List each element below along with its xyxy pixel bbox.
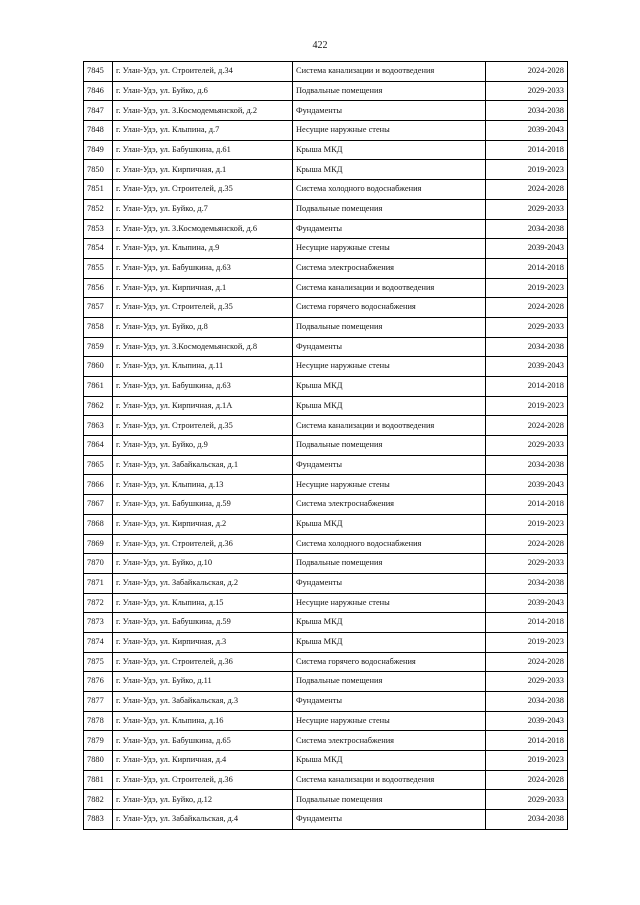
- table-row: [84, 317, 568, 337]
- work-type-cell: Подвальные помещения: [293, 790, 486, 810]
- period-cell: 2024-2028: [486, 416, 568, 436]
- work-type-cell: Система холодного водоснабжения: [293, 180, 486, 200]
- work-type-cell: Крыша МКД: [293, 751, 486, 771]
- period-cell: 2019-2023: [486, 514, 568, 534]
- work-type-cell: Подвальные помещения: [293, 554, 486, 574]
- work-type-cell: Система канализации и водоотведения: [293, 278, 486, 298]
- row-number-cell: 7863: [84, 416, 113, 436]
- table-row: [84, 632, 568, 652]
- work-type-cell: Подвальные помещения: [293, 81, 486, 101]
- table-row: [84, 613, 568, 633]
- address-cell: г. Улан-Удэ, ул. Забайкальская, д.3: [113, 692, 293, 712]
- period-cell: 2039-2043: [486, 711, 568, 731]
- table-row: [84, 573, 568, 593]
- row-number-cell: 7860: [84, 357, 113, 377]
- period-cell: 2024-2028: [486, 62, 568, 82]
- row-number-cell: 7857: [84, 298, 113, 318]
- period-cell: 2034-2038: [486, 810, 568, 830]
- table-row: [84, 377, 568, 397]
- period-cell: 2024-2028: [486, 534, 568, 554]
- work-type-cell: Система горячего водоснабжения: [293, 652, 486, 672]
- table-row: [84, 692, 568, 712]
- address-cell: г. Улан-Удэ, ул. Бабушкина, д.63: [113, 377, 293, 397]
- address-cell: г. Улан-Удэ, ул. Строителей, д.35: [113, 298, 293, 318]
- row-number-cell: 7869: [84, 534, 113, 554]
- work-type-cell: Фундаменты: [293, 455, 486, 475]
- row-number-cell: 7870: [84, 554, 113, 574]
- address-cell: г. Улан-Удэ, ул. Кирпичная, д.1: [113, 278, 293, 298]
- period-cell: 2029-2033: [486, 672, 568, 692]
- period-cell: 2014-2018: [486, 613, 568, 633]
- work-type-cell: Система канализации и водоотведения: [293, 62, 486, 82]
- address-cell: г. Улан-Удэ, ул. Буйко, д.7: [113, 199, 293, 219]
- address-cell: г. Улан-Удэ, ул. Клыпина, д.7: [113, 121, 293, 141]
- table-row: [84, 160, 568, 180]
- address-cell: г. Улан-Удэ, ул. Бабушкина, д.63: [113, 258, 293, 278]
- table-row: [84, 140, 568, 160]
- period-cell: 2029-2033: [486, 436, 568, 456]
- table-row: [84, 593, 568, 613]
- work-type-cell: Крыша МКД: [293, 632, 486, 652]
- table-row: [84, 810, 568, 830]
- period-cell: 2029-2033: [486, 199, 568, 219]
- table-row: [84, 62, 568, 82]
- work-type-cell: Фундаменты: [293, 573, 486, 593]
- address-cell: г. Улан-Удэ, ул. Строителей, д.36: [113, 534, 293, 554]
- period-cell: 2014-2018: [486, 495, 568, 515]
- work-type-cell: Крыша МКД: [293, 160, 486, 180]
- row-number-cell: 7856: [84, 278, 113, 298]
- row-number-cell: 7865: [84, 455, 113, 475]
- registry-table-body: [84, 62, 568, 830]
- table-row: [84, 81, 568, 101]
- period-cell: 2039-2043: [486, 239, 568, 259]
- table-row: [84, 495, 568, 515]
- table-row: [84, 101, 568, 121]
- work-type-cell: Подвальные помещения: [293, 317, 486, 337]
- address-cell: г. Улан-Удэ, ул. Клыпина, д.9: [113, 239, 293, 259]
- work-type-cell: Система канализации и водоотведения: [293, 770, 486, 790]
- work-type-cell: Система канализации и водоотведения: [293, 416, 486, 436]
- period-cell: 2019-2023: [486, 396, 568, 416]
- work-type-cell: Крыша МКД: [293, 396, 486, 416]
- work-type-cell: Крыша МКД: [293, 377, 486, 397]
- row-number-cell: 7867: [84, 495, 113, 515]
- address-cell: г. Улан-Удэ, ул. Кирпичная, д.1А: [113, 396, 293, 416]
- address-cell: г. Улан-Удэ, ул. Строителей, д.36: [113, 652, 293, 672]
- address-cell: г. Улан-Удэ, ул. Буйко, д.9: [113, 436, 293, 456]
- address-cell: г. Улан-Удэ, ул. Клыпина, д.13: [113, 475, 293, 495]
- address-cell: г. Улан-Удэ, ул. Кирпичная, д.2: [113, 514, 293, 534]
- table-row: [84, 751, 568, 771]
- row-number-cell: 7883: [84, 810, 113, 830]
- row-number-cell: 7874: [84, 632, 113, 652]
- row-number-cell: 7851: [84, 180, 113, 200]
- work-type-cell: Фундаменты: [293, 810, 486, 830]
- address-cell: г. Улан-Удэ, ул. Бабушкина, д.61: [113, 140, 293, 160]
- period-cell: 2014-2018: [486, 258, 568, 278]
- row-number-cell: 7881: [84, 770, 113, 790]
- period-cell: 2034-2038: [486, 219, 568, 239]
- table-row: [84, 534, 568, 554]
- address-cell: г. Улан-Удэ, ул. Бабушкина, д.65: [113, 731, 293, 751]
- table-row: [84, 770, 568, 790]
- period-cell: 2019-2023: [486, 751, 568, 771]
- table-row: [84, 396, 568, 416]
- work-type-cell: Система электроснабжения: [293, 731, 486, 751]
- row-number-cell: 7861: [84, 377, 113, 397]
- address-cell: г. Улан-Удэ, ул. Буйко, д.10: [113, 554, 293, 574]
- address-cell: г. Улан-Удэ, ул. Строителей, д.35: [113, 180, 293, 200]
- table-row: [84, 455, 568, 475]
- address-cell: г. Улан-Удэ, ул. Бабушкина, д.59: [113, 495, 293, 515]
- period-cell: 2014-2018: [486, 377, 568, 397]
- address-cell: г. Улан-Удэ, ул. З.Космодемьянской, д.8: [113, 337, 293, 357]
- work-type-cell: Подвальные помещения: [293, 199, 486, 219]
- row-number-cell: 7876: [84, 672, 113, 692]
- address-cell: г. Улан-Удэ, ул. Забайкальская, д.4: [113, 810, 293, 830]
- work-type-cell: Подвальные помещения: [293, 672, 486, 692]
- period-cell: 2014-2018: [486, 731, 568, 751]
- period-cell: 2034-2038: [486, 692, 568, 712]
- address-cell: г. Улан-Удэ, ул. Клыпина, д.11: [113, 357, 293, 377]
- row-number-cell: 7872: [84, 593, 113, 613]
- work-type-cell: Фундаменты: [293, 692, 486, 712]
- table-row: [84, 239, 568, 259]
- work-type-cell: Крыша МКД: [293, 613, 486, 633]
- period-cell: 2024-2028: [486, 180, 568, 200]
- period-cell: 2034-2038: [486, 101, 568, 121]
- table-row: [84, 711, 568, 731]
- table-row: [84, 337, 568, 357]
- period-cell: 2024-2028: [486, 298, 568, 318]
- period-cell: 2029-2033: [486, 554, 568, 574]
- row-number-cell: 7873: [84, 613, 113, 633]
- address-cell: г. Улан-Удэ, ул. Кирпичная, д.1: [113, 160, 293, 180]
- table-row: [84, 199, 568, 219]
- address-cell: г. Улан-Удэ, ул. Буйко, д.8: [113, 317, 293, 337]
- row-number-cell: 7854: [84, 239, 113, 259]
- row-number-cell: 7853: [84, 219, 113, 239]
- row-number-cell: 7852: [84, 199, 113, 219]
- page-number: 422: [312, 40, 328, 51]
- table-row: [84, 436, 568, 456]
- table-row: [84, 258, 568, 278]
- work-type-cell: Крыша МКД: [293, 514, 486, 534]
- row-number-cell: 7871: [84, 573, 113, 593]
- work-type-cell: Подвальные помещения: [293, 436, 486, 456]
- address-cell: г. Улан-Удэ, ул. Клыпина, д.16: [113, 711, 293, 731]
- row-number-cell: 7868: [84, 514, 113, 534]
- registry-table: [83, 61, 568, 830]
- work-type-cell: Несущие наружные стены: [293, 121, 486, 141]
- row-number-cell: 7846: [84, 81, 113, 101]
- row-number-cell: 7847: [84, 101, 113, 121]
- period-cell: 2019-2023: [486, 160, 568, 180]
- period-cell: 2014-2018: [486, 140, 568, 160]
- table-row: [84, 672, 568, 692]
- work-type-cell: Несущие наружные стены: [293, 239, 486, 259]
- work-type-cell: Фундаменты: [293, 219, 486, 239]
- table-row: [84, 357, 568, 377]
- address-cell: г. Улан-Удэ, ул. Строителей, д.36: [113, 770, 293, 790]
- row-number-cell: 7845: [84, 62, 113, 82]
- work-type-cell: Система электроснабжения: [293, 495, 486, 515]
- row-number-cell: 7848: [84, 121, 113, 141]
- period-cell: 2019-2023: [486, 278, 568, 298]
- row-number-cell: 7878: [84, 711, 113, 731]
- table-row: [84, 514, 568, 534]
- period-cell: 2024-2028: [486, 770, 568, 790]
- row-number-cell: 7858: [84, 317, 113, 337]
- period-cell: 2034-2038: [486, 573, 568, 593]
- address-cell: г. Улан-Удэ, ул. Бабушкина, д.59: [113, 613, 293, 633]
- period-cell: 2034-2038: [486, 337, 568, 357]
- address-cell: г. Улан-Удэ, ул. Буйко, д.12: [113, 790, 293, 810]
- period-cell: 2019-2023: [486, 632, 568, 652]
- table-row: [84, 790, 568, 810]
- work-type-cell: Несущие наружные стены: [293, 357, 486, 377]
- address-cell: г. Улан-Удэ, ул. Кирпичная, д.3: [113, 632, 293, 652]
- table-row: [84, 121, 568, 141]
- table-row: [84, 554, 568, 574]
- table-row: [84, 475, 568, 495]
- table-row: [84, 180, 568, 200]
- work-type-cell: Несущие наружные стены: [293, 593, 486, 613]
- row-number-cell: 7882: [84, 790, 113, 810]
- period-cell: 2039-2043: [486, 121, 568, 141]
- work-type-cell: Фундаменты: [293, 337, 486, 357]
- period-cell: 2029-2033: [486, 81, 568, 101]
- table-row: [84, 416, 568, 436]
- row-number-cell: 7879: [84, 731, 113, 751]
- period-cell: 2029-2033: [486, 317, 568, 337]
- row-number-cell: 7875: [84, 652, 113, 672]
- work-type-cell: Система электроснабжения: [293, 258, 486, 278]
- period-cell: 2039-2043: [486, 357, 568, 377]
- work-type-cell: Несущие наружные стены: [293, 475, 486, 495]
- address-cell: г. Улан-Удэ, ул. Строителей, д.34: [113, 62, 293, 82]
- row-number-cell: 7859: [84, 337, 113, 357]
- period-cell: 2029-2033: [486, 790, 568, 810]
- address-cell: г. Улан-Удэ, ул. Буйко, д.6: [113, 81, 293, 101]
- row-number-cell: 7862: [84, 396, 113, 416]
- period-cell: 2034-2038: [486, 455, 568, 475]
- table-row: [84, 652, 568, 672]
- row-number-cell: 7850: [84, 160, 113, 180]
- table-row: [84, 278, 568, 298]
- row-number-cell: 7877: [84, 692, 113, 712]
- period-cell: 2024-2028: [486, 652, 568, 672]
- address-cell: г. Улан-Удэ, ул. Клыпина, д.15: [113, 593, 293, 613]
- period-cell: 2039-2043: [486, 593, 568, 613]
- row-number-cell: 7864: [84, 436, 113, 456]
- row-number-cell: 7849: [84, 140, 113, 160]
- work-type-cell: Система холодного водоснабжения: [293, 534, 486, 554]
- row-number-cell: 7880: [84, 751, 113, 771]
- address-cell: г. Улан-Удэ, ул. Строителей, д.35: [113, 416, 293, 436]
- address-cell: г. Улан-Удэ, ул. Буйко, д.11: [113, 672, 293, 692]
- work-type-cell: Система горячего водоснабжения: [293, 298, 486, 318]
- work-type-cell: Фундаменты: [293, 101, 486, 121]
- table-row: [84, 219, 568, 239]
- address-cell: г. Улан-Удэ, ул. Забайкальская, д.1: [113, 455, 293, 475]
- table-row: [84, 298, 568, 318]
- work-type-cell: Крыша МКД: [293, 140, 486, 160]
- row-number-cell: 7855: [84, 258, 113, 278]
- address-cell: г. Улан-Удэ, ул. Кирпичная, д.4: [113, 751, 293, 771]
- address-cell: г. Улан-Удэ, ул. З.Космодемьянской, д.2: [113, 101, 293, 121]
- table-row: [84, 731, 568, 751]
- address-cell: г. Улан-Удэ, ул. Забайкальская, д.2: [113, 573, 293, 593]
- work-type-cell: Несущие наружные стены: [293, 711, 486, 731]
- row-number-cell: 7866: [84, 475, 113, 495]
- address-cell: г. Улан-Удэ, ул. З.Космодемьянской, д.6: [113, 219, 293, 239]
- period-cell: 2039-2043: [486, 475, 568, 495]
